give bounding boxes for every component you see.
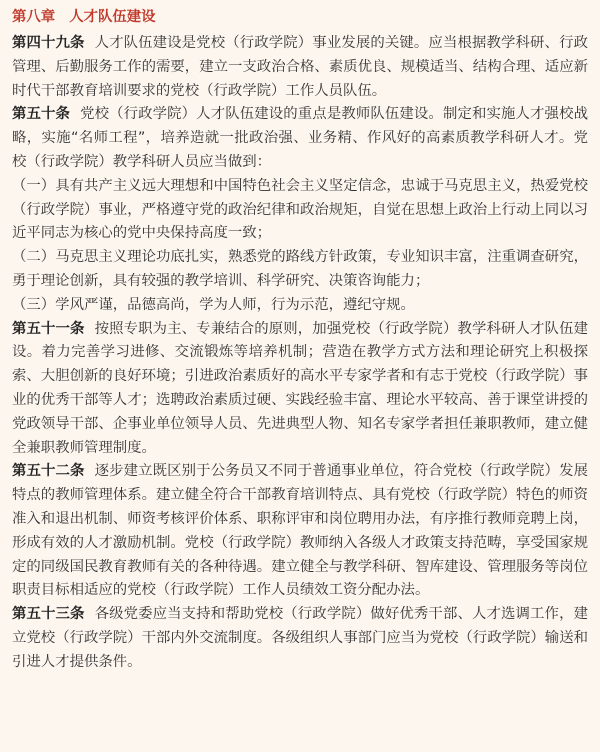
article-text: 党校（行政学院）人才队伍建设的重点是教师队伍建设。制定和实施人才强校战略，实施“名师工程”，培养造就一批政治强、业务精、作风好的高素质教学科研人才。党校（行政学院）教学科研人员应当做到： <box>12 106 588 170</box>
list-item-text: （三）学风严谨，品德高尚，学为人师，行为示范，遵纪守规。 <box>12 296 415 313</box>
list-item-2 <box>12 246 588 294</box>
chapter-heading <box>12 8 588 26</box>
chapter-number: 第八章 <box>12 9 56 25</box>
article-number: 第五十一条 <box>12 320 85 337</box>
article-49 <box>12 32 588 103</box>
article-text: 逐步建立既区别于公务员又不同于普通事业单位，符合党校（行政学院）发展特点的教师管理体系。建立健全符合干部教育培训特点、具有党校（行政学院）特色的师资准入和退出机制、师资考核评价体系、职称评审和岗位聘用办法，有序推行教师竞聘上岗，形成有效的人才激励机制。党校（行政学院）教师纳入各级人才政策支持范畴，享受国家规定的同级国民教育教师有关的各种待遇。建立健全与教学科研、智库建设、管理服务等岗位职责目标相适应的党校（行政学院）工作人员绩效工资分配办法。 <box>12 463 588 599</box>
list-item-1 <box>12 175 588 246</box>
article-text: 按照专职为主、专兼结合的原则，加强党校（行政学院）教学科研人才队伍建设。着力完善学习进修、交流锻炼等培养机制；营造在教学方式方法和理论研究上积极探索、大胆创新的良好环境；引进政治素质好的高水平专家学者和有志于党校（行政学院）事业的优秀干部等人才；选聘政治素质过硬、实践经验丰富、理论水平较高、善于课堂讲授的党政领导干部、企事业单位领导人员、先进典型人物、知名专家学者担任兼职教师，建立健全兼职教师管理制度。 <box>12 320 588 456</box>
article-number: 第五十二条 <box>12 463 85 480</box>
article-text: 各级党委应当支持和帮助党校（行政学院）做好优秀干部、人才选调工作，建立党校（行政学院）干部内外交流制度。各级组织人事部门应当为党校（行政学院）输送和引进人才提供条件。 <box>12 606 588 670</box>
article-50 <box>12 103 588 174</box>
list-item-text: （二）马克思主义理论功底扎实，熟悉党的路线方针政策，专业知识丰富，注重调查研究，勇于理论创新，具有较强的教学培训、科学研究、决策咨询能力； <box>12 249 588 289</box>
list-item-3 <box>12 294 588 318</box>
article-text: 人才队伍建设是党校（行政学院）事业发展的关键。应当根据教学科研、行政管理、后勤服务工作的需要，建立一支政治合格、素质优良、规模适当、结构合理、适应新时代干部教育培训要求的党校（行政学院）工作人员队伍。 <box>12 35 588 99</box>
article-number: 第四十九条 <box>12 35 85 51</box>
article-number: 第五十条 <box>12 106 71 123</box>
article-number: 第五十三条 <box>12 606 85 623</box>
list-item-text: （一）具有共产主义远大理想和中国特色社会主义坚定信念，忠诚于马克思主义，热爱党校（行政学院）事业，严格遵守党的政治纪律和政治规矩，自觉在思想上政治上行动上同以习近平同志为核心的党中央保持高度一致； <box>12 177 588 242</box>
article-52 <box>12 460 588 603</box>
chapter-title: 人才队伍建设 <box>69 9 156 25</box>
article-53 <box>12 603 588 674</box>
article-51 <box>12 318 588 461</box>
